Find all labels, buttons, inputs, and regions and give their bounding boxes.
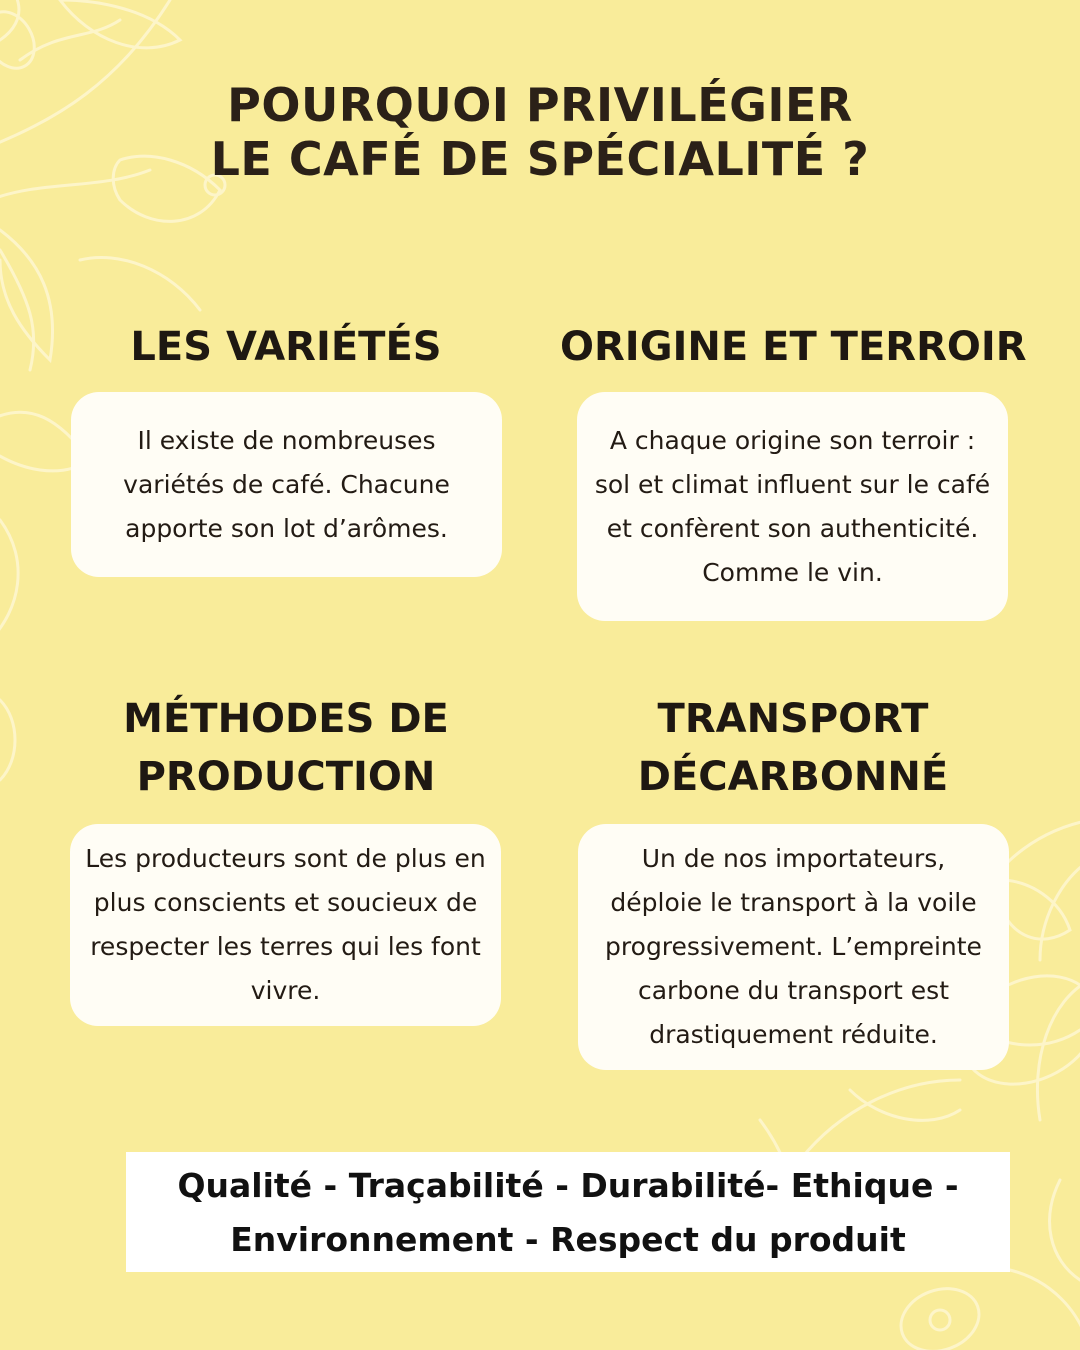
page-title-line1: POURQUOI PRIVILÉGIER xyxy=(227,78,853,132)
heading-transport-line1: TRANSPORT xyxy=(657,696,929,742)
card-transport-decarbonne xyxy=(578,824,1009,1070)
card-origine-terroir xyxy=(577,392,1008,621)
values-banner-line1: Qualité - Traçabilité - Durabilité- Ethique - xyxy=(177,1166,959,1205)
values-banner-line2: Environnement - Respect du produit xyxy=(230,1220,906,1259)
card-methodes-production xyxy=(70,824,501,1026)
heading-transport-line2: DÉCARBONNÉ xyxy=(637,754,949,800)
heading-varietes: LES VARIÉTÉS xyxy=(130,324,442,370)
card-varietes-text: Il existe de nombreuses variétés de café. Chacune apporte son lot d’arômes. xyxy=(123,425,450,543)
heading-methodes-line2: PRODUCTION xyxy=(136,754,436,800)
card-transport-decarbonne-text: Un de nos importateurs, déploie le transport à la voile progressivement. L’empreinte carbone du transport est drastiquement réduite. xyxy=(605,844,982,1049)
page-title xyxy=(0,78,1080,186)
card-varietes xyxy=(71,392,502,577)
card-origine-terroir-text: A chaque origine son terroir : sol et climat influent sur le café et confèrent son authenticité. Comme le vin. xyxy=(594,425,991,587)
values-banner xyxy=(126,1152,1010,1272)
heading-methodes-line1: MÉTHODES DE xyxy=(123,696,449,742)
heading-transport-decarbonne xyxy=(577,690,1009,806)
heading-methodes-production xyxy=(70,690,502,806)
card-methodes-production-text: Les producteurs sont de plus en plus conscients et soucieux de respecter les terres qui les font vivre. xyxy=(85,844,486,1005)
heading-origine-terroir: ORIGINE ET TERROIR xyxy=(560,324,1027,370)
page-title-line2: LE CAFÉ DE SPÉCIALITÉ ? xyxy=(210,132,870,186)
